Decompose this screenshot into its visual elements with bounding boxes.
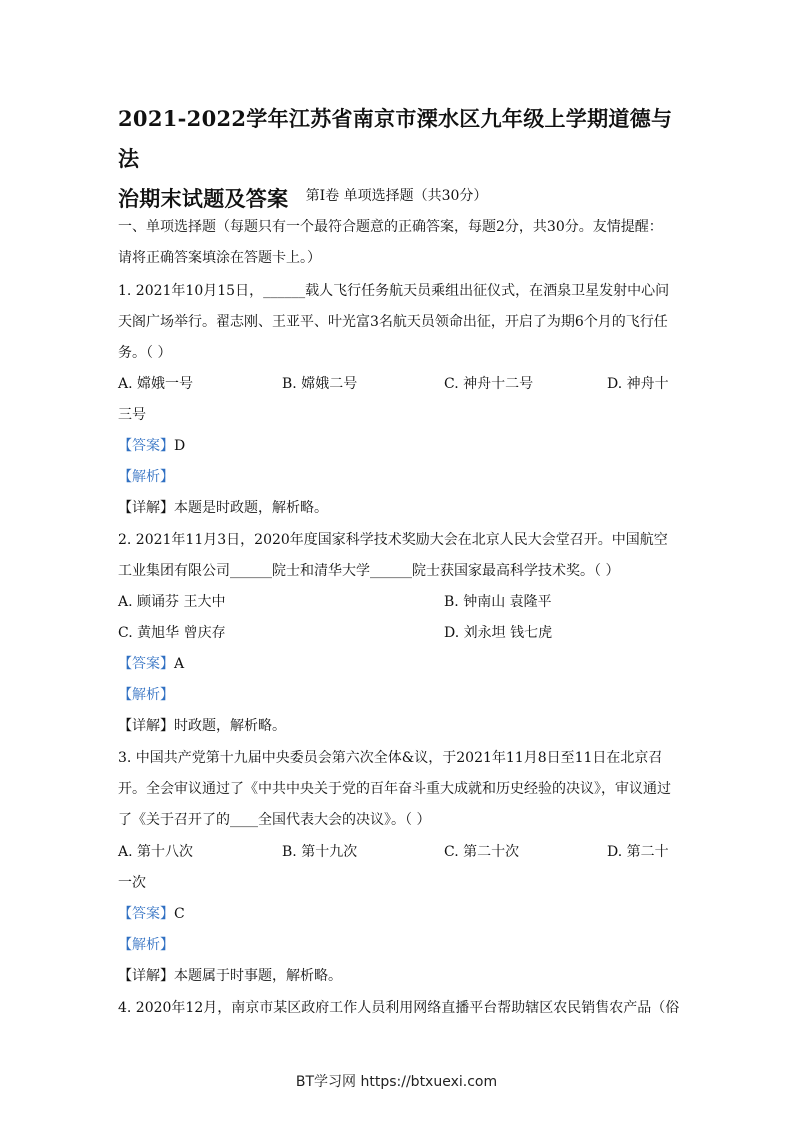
q3-detail-text: 本题属于时事题，解析略。	[174, 968, 342, 984]
q1-option-d: D. 神舟十	[607, 376, 669, 392]
detail-label: 【详解】	[118, 718, 174, 734]
q2-answer	[118, 654, 184, 674]
q3-line-3: 了《关于召开了的____全国代表大会的决议》。（ ）	[118, 812, 431, 828]
q3-line-1: 3. 中国共产党第十九届中央委员会第六次全体&议，于2021年11月8日至11日在北京召	[118, 750, 663, 766]
footer-site-link[interactable]: BT学习网 https://btxuexi.com	[295, 1074, 498, 1090]
q2-option-c: C. 黄旭华 曾庆存	[118, 625, 226, 641]
q2-detail-text: 时政题，解析略。	[174, 718, 286, 734]
q3-option-a: A. 第十八次	[118, 844, 194, 860]
q1-answer-value: D	[174, 438, 186, 454]
q1-detail-text: 本题是时政题，解析略。	[174, 500, 328, 516]
answer-label: 【答案】	[118, 906, 174, 922]
title-line-1: 2021-2022学年江苏省南京市溧水区九年级上学期道德与法	[118, 106, 673, 171]
detail-label: 【详解】	[118, 968, 174, 984]
q2-line-1: 2. 2021年11月3日，2020年度国家科学技术奖励大会在北京人民大会堂召开。中国航空	[118, 532, 668, 548]
q1-detail	[118, 498, 328, 518]
q3-answer	[118, 904, 185, 924]
q1-line-3: 务。（ ）	[118, 345, 172, 361]
q1-option-a: A. 嫦娥一号	[118, 376, 194, 392]
q2-answer-value: A	[174, 656, 185, 672]
q2-detail	[118, 716, 286, 736]
q2-line-2: 工业集团有限公司______院士和清华大学______院士获国家最高科学技术奖。（ ）	[118, 563, 620, 579]
q3-option-b: B. 第十九次	[282, 844, 358, 860]
q4-line-1: 4. 2020年12月，南京市某区政府工作人员利用网络直播平台帮助辖区农民销售农产品（俗	[118, 1000, 680, 1016]
intro-line-1: 一、单项选择题（每题只有一个最符合题意的正确答案，每题2分，共30分。友情提醒：	[118, 219, 663, 235]
q3-detail	[118, 966, 342, 986]
q2-analysis-label: 【解析】	[118, 687, 174, 703]
q3-line-2: 开。全会审议通过了《中共中央关于党的百年奋斗重大成就和历史经验的决议》，审议通过	[118, 781, 671, 797]
q1-option-d-cont: 三号	[118, 407, 146, 423]
q2-option-a: A. 顾诵芬 王大中	[118, 594, 226, 610]
q1-line-2: 天阁广场举行。翟志刚、王亚平、叶光富3名航天员领命出征，开启了为期6个月的飞行任	[118, 314, 668, 330]
q1-line-1: 1. 2021年10月15日，______载人飞行任务航天员乘组出征仪式，在酒泉卫星发射中心问	[118, 283, 670, 299]
q3-option-d: D. 第二十	[607, 844, 669, 860]
q2-option-b: B. 钟南山 袁隆平	[444, 594, 552, 610]
q2-option-d: D. 刘永坦 钱七虎	[444, 625, 553, 641]
detail-label: 【详解】	[118, 500, 174, 516]
title-line-2: 治期末试题及答案	[118, 186, 289, 211]
q3-answer-value: C	[174, 906, 185, 922]
q1-analysis-label: 【解析】	[118, 469, 174, 485]
q3-option-d-cont: 一次	[118, 875, 146, 891]
answer-label: 【答案】	[118, 438, 174, 454]
section-header: 第Ⅰ卷 单项选择题（共30分）	[305, 188, 488, 204]
q1-answer	[118, 436, 185, 456]
q3-option-c: C. 第二十次	[444, 844, 520, 860]
answer-label: 【答案】	[118, 656, 174, 672]
q1-option-c: C. 神舟十二号	[444, 376, 534, 392]
q3-analysis-label: 【解析】	[118, 937, 174, 953]
intro-line-2: 请将正确答案填涂在答题卡上。）	[118, 250, 321, 266]
q1-option-b: B. 嫦娥二号	[282, 376, 358, 392]
